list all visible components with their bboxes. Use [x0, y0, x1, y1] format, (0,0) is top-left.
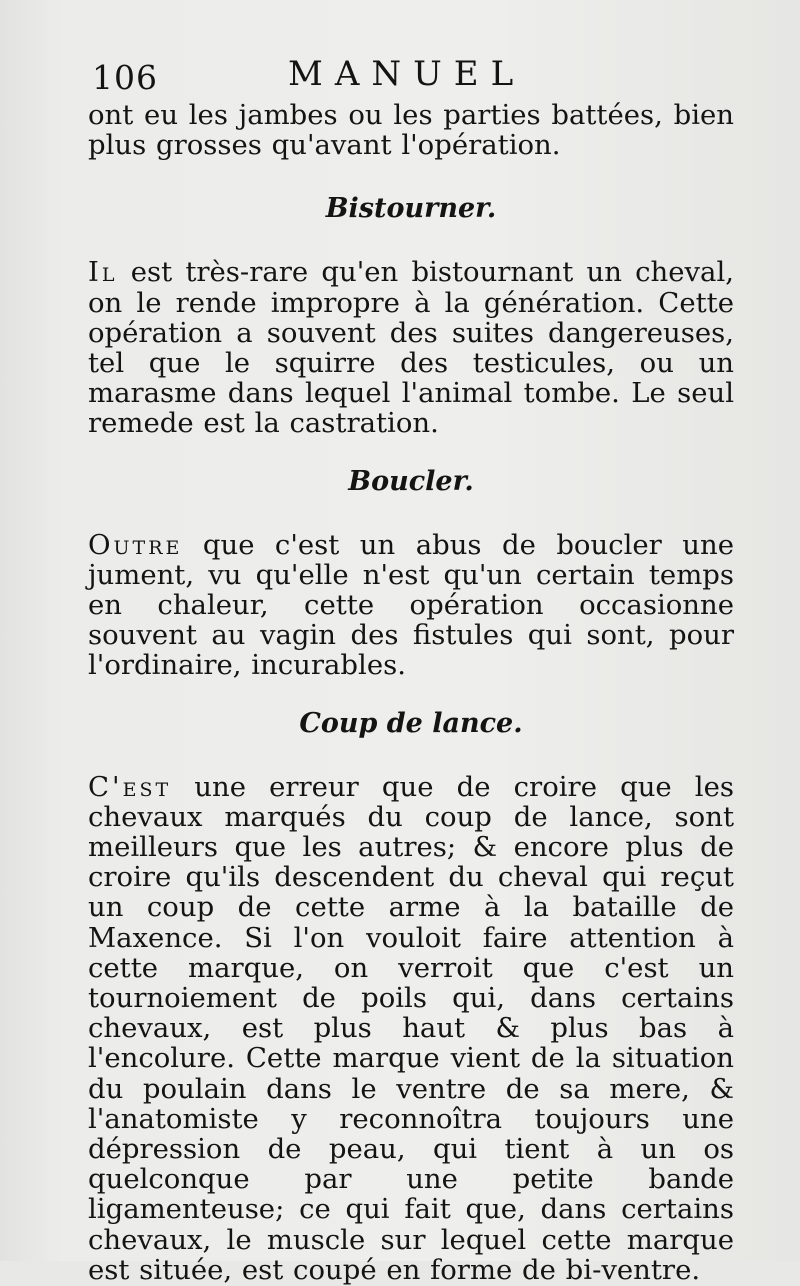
paragraph-text: une erreur que de croire que les chevaux marqués du coup de lance, sont meilleurs que les autres; & encore plus de croire qu'ils descendent du cheval qui reçut un coup de cette arme à la bataille de Maxence. Si l'on vouloit faire attention à cette marque, on verroit que c'est un tournoiement de poils qui, dans certains chevaux, est plus haut & plus bas à l'encolure. Cette marque vient de la situation du poulain dans le ventre de sa mere, & l'anatomiste y reconnoîtra toujours une dépression de peau, qui tient à un os quelconque par une petite bande ligamenteuse; ce qui fait que, dans certains chevaux, le muscle sur lequel cette marque est située, est coupé en forme de bi-ventre.: [88, 770, 734, 1286]
paragraph-lead: C'est: [88, 770, 172, 803]
page-number: 106: [92, 58, 158, 97]
text-block: [88, 100, 734, 1285]
paragraph-text: ont eu les jambes ou les parties battées, bien plus grosses qu'avant l'opération.: [88, 99, 734, 162]
paragraph-coup-de-lance: [88, 772, 734, 1285]
running-title: MANUEL: [288, 54, 526, 94]
paragraph-text: que c'est un abus de boucler une jument, vu qu'elle n'est qu'un certain temps en chaleur, cette opération occasionne souvent au vagin des fistules qui sont, pour l'ordinaire, incurables.: [88, 528, 734, 682]
paragraph-lead: Outre: [88, 528, 183, 561]
paragraph-text: est très-rare qu'en bistournant un cheval, on le rende impropre à la génération. Cette opération a souvent des suites dangereuses, tel que le squirre des testicules, ou un marasme dans lequel l'animal tombe. Le seul remede est la castration.: [88, 256, 734, 440]
paragraph-boucler: [88, 530, 734, 681]
paragraph-bistourner: [88, 257, 734, 438]
section-heading-boucler: Boucler.: [348, 465, 474, 497]
paragraph-lead: Il: [88, 256, 118, 289]
section-heading-coup-de-lance: Coup de lance.: [299, 707, 523, 739]
running-head: [92, 50, 732, 100]
paragraph-continuation: [88, 100, 734, 160]
section-heading-bistourner: Bistourner.: [325, 193, 497, 225]
